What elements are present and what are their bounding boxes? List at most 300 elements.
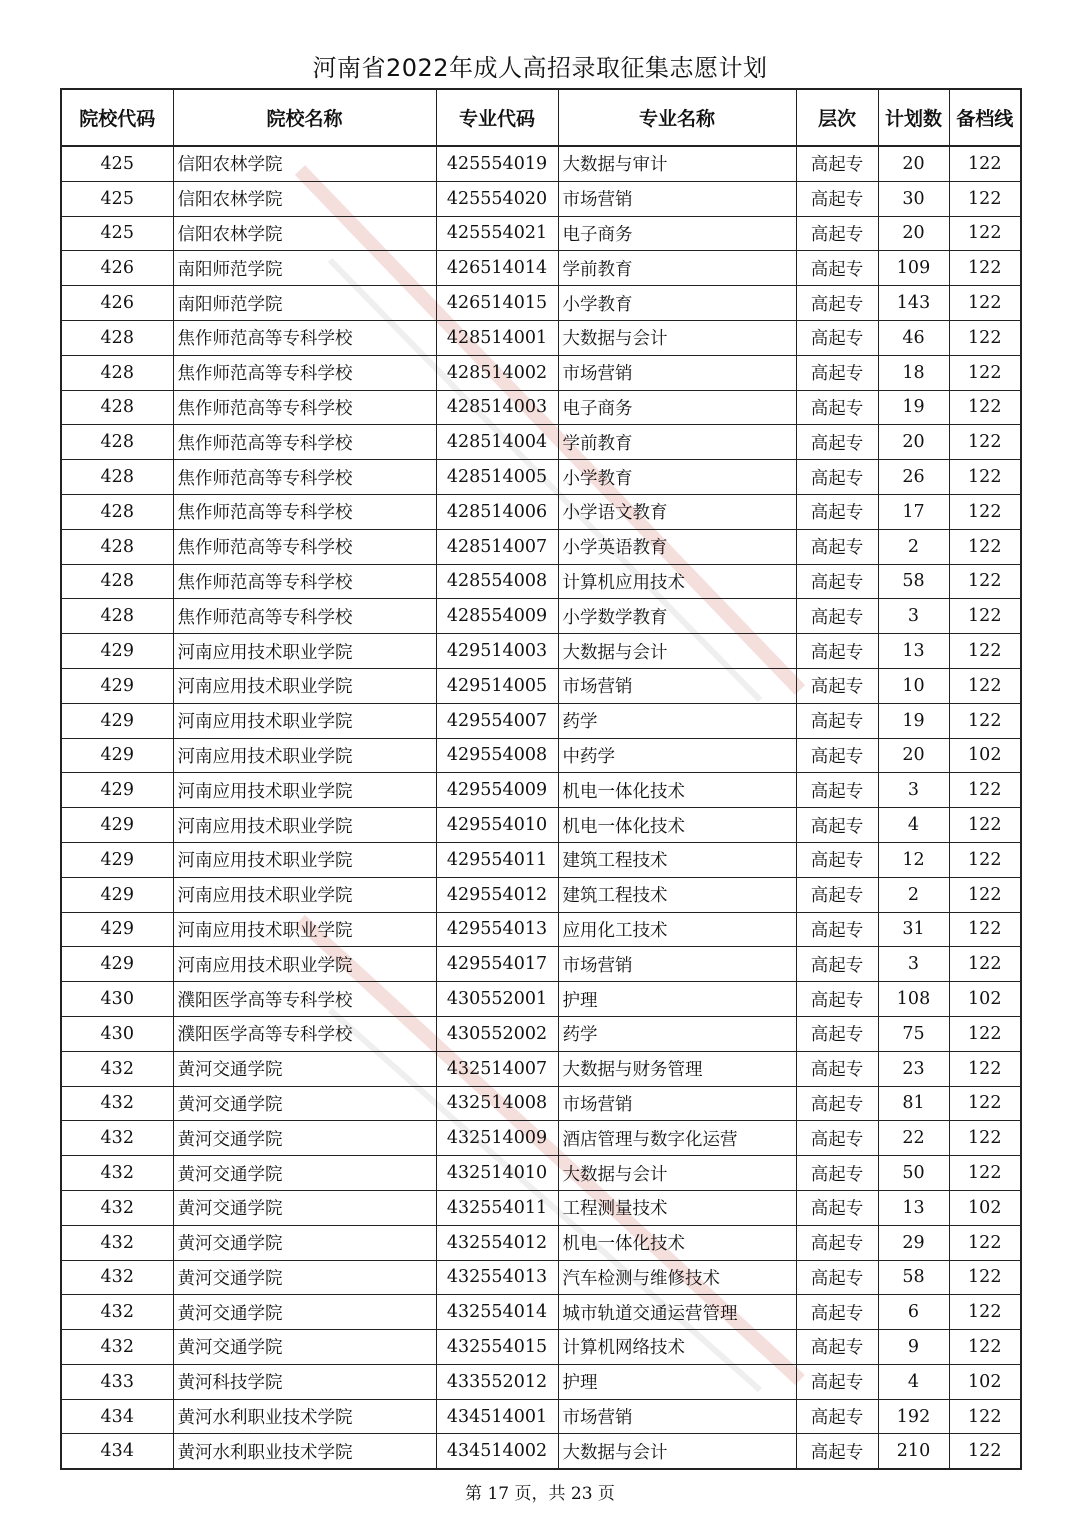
page-number: 第 17 页，共 23 页: [465, 1484, 615, 1504]
school-code-cell: 432: [61, 1225, 173, 1260]
major-name-cell: 药学: [558, 1016, 796, 1051]
level-cell: 高起专: [796, 1434, 878, 1469]
major-code-cell: 430552001: [436, 982, 558, 1017]
table-row: [61, 320, 1021, 355]
plan-count-cell: 4: [878, 1364, 949, 1399]
major-code-cell: 432554011: [436, 1190, 558, 1225]
plan-count-cell: 22: [878, 1121, 949, 1156]
table-row: [61, 1295, 1021, 1330]
plan-count-cell: 31: [878, 912, 949, 947]
major-code-cell: 432514010: [436, 1156, 558, 1191]
major-code-cell: 428554009: [436, 599, 558, 634]
major-code-cell: 432514008: [436, 1086, 558, 1121]
cutoff-score-cell: 122: [949, 390, 1021, 425]
cutoff-score-cell: 122: [949, 425, 1021, 460]
school-code-cell: 432: [61, 1051, 173, 1086]
plan-count-cell: 26: [878, 460, 949, 495]
level-cell: 高起专: [796, 1051, 878, 1086]
major-code-cell: 434514002: [436, 1434, 558, 1469]
plan-count-cell: 6: [878, 1295, 949, 1330]
school-code-cell: 428: [61, 460, 173, 495]
level-cell: 高起专: [796, 251, 878, 286]
table-body: [61, 146, 1021, 1469]
level-cell: 高起专: [796, 808, 878, 843]
plan-count-cell: 20: [878, 738, 949, 773]
table-row: [61, 564, 1021, 599]
level-cell: 高起专: [796, 494, 878, 529]
major-name-cell: 电子商务: [558, 390, 796, 425]
table-row: [61, 216, 1021, 251]
major-name-cell: 中药学: [558, 738, 796, 773]
cutoff-score-cell: 122: [949, 1330, 1021, 1365]
school-name-cell: 焦作师范高等专科学校: [173, 494, 436, 529]
plan-count-cell: 12: [878, 842, 949, 877]
major-code-cell: 429554012: [436, 877, 558, 912]
cutoff-score-cell: 122: [949, 1225, 1021, 1260]
table-row: [61, 808, 1021, 843]
table-row: [61, 1086, 1021, 1121]
level-cell: 高起专: [796, 1225, 878, 1260]
level-cell: 高起专: [796, 564, 878, 599]
school-code-cell: 429: [61, 842, 173, 877]
cutoff-score-cell: 122: [949, 181, 1021, 216]
cutoff-score-cell: 122: [949, 1434, 1021, 1469]
major-name-cell: 市场营销: [558, 947, 796, 982]
plan-count-cell: 3: [878, 947, 949, 982]
school-name-cell: 河南应用技术职业学院: [173, 738, 436, 773]
cutoff-score-cell: 102: [949, 1364, 1021, 1399]
cutoff-score-cell: 122: [949, 286, 1021, 321]
cutoff-score-cell: 122: [949, 1260, 1021, 1295]
table-row: [61, 181, 1021, 216]
major-name-cell: 小学语文教育: [558, 494, 796, 529]
level-cell: 高起专: [796, 425, 878, 460]
school-code-cell: 429: [61, 738, 173, 773]
major-name-cell: 机电一体化技术: [558, 773, 796, 808]
table-row: [61, 355, 1021, 390]
plan-count-cell: 4: [878, 808, 949, 843]
school-name-cell: 焦作师范高等专科学校: [173, 460, 436, 495]
major-name-cell: 市场营销: [558, 1399, 796, 1434]
school-code-cell: 425: [61, 181, 173, 216]
column-header-cutoff-score: 备档线: [949, 89, 1021, 146]
plan-count-cell: 108: [878, 982, 949, 1017]
school-name-cell: 焦作师范高等专科学校: [173, 564, 436, 599]
plan-count-cell: 109: [878, 251, 949, 286]
school-name-cell: 黄河交通学院: [173, 1225, 436, 1260]
major-code-cell: 429554017: [436, 947, 558, 982]
major-name-cell: 药学: [558, 703, 796, 738]
school-name-cell: 黄河水利职业技术学院: [173, 1399, 436, 1434]
school-name-cell: 河南应用技术职业学院: [173, 947, 436, 982]
school-name-cell: 黄河交通学院: [173, 1121, 436, 1156]
level-cell: 高起专: [796, 1121, 878, 1156]
school-name-cell: 河南应用技术职业学院: [173, 842, 436, 877]
school-code-cell: 432: [61, 1295, 173, 1330]
plan-count-cell: 13: [878, 634, 949, 669]
plan-count-cell: 30: [878, 181, 949, 216]
major-code-cell: 428514004: [436, 425, 558, 460]
cutoff-score-cell: 122: [949, 668, 1021, 703]
plan-count-cell: 143: [878, 286, 949, 321]
table-row: [61, 286, 1021, 321]
school-code-cell: 425: [61, 216, 173, 251]
cutoff-score-cell: 122: [949, 216, 1021, 251]
cutoff-score-cell: 122: [949, 703, 1021, 738]
cutoff-score-cell: 122: [949, 1051, 1021, 1086]
level-cell: 高起专: [796, 1016, 878, 1051]
cutoff-score-cell: 102: [949, 982, 1021, 1017]
table-row: [61, 1190, 1021, 1225]
plan-count-cell: 13: [878, 1190, 949, 1225]
school-name-cell: 黄河交通学院: [173, 1190, 436, 1225]
major-code-cell: 426514015: [436, 286, 558, 321]
level-cell: 高起专: [796, 1295, 878, 1330]
cutoff-score-cell: 122: [949, 460, 1021, 495]
major-name-cell: 大数据与会计: [558, 1434, 796, 1469]
plan-count-cell: 20: [878, 146, 949, 181]
cutoff-score-cell: 102: [949, 738, 1021, 773]
major-name-cell: 城市轨道交通运营管理: [558, 1295, 796, 1330]
major-name-cell: 市场营销: [558, 181, 796, 216]
major-name-cell: 汽车检测与维修技术: [558, 1260, 796, 1295]
level-cell: 高起专: [796, 355, 878, 390]
major-name-cell: 市场营销: [558, 355, 796, 390]
major-name-cell: 市场营销: [558, 668, 796, 703]
major-code-cell: 428514006: [436, 494, 558, 529]
major-code-cell: 429554007: [436, 703, 558, 738]
plan-count-cell: 18: [878, 355, 949, 390]
cutoff-score-cell: 122: [949, 773, 1021, 808]
major-code-cell: 430552002: [436, 1016, 558, 1051]
school-code-cell: 428: [61, 425, 173, 460]
school-code-cell: 432: [61, 1330, 173, 1365]
major-name-cell: 市场营销: [558, 1086, 796, 1121]
plan-count-cell: 29: [878, 1225, 949, 1260]
level-cell: 高起专: [796, 216, 878, 251]
level-cell: 高起专: [796, 181, 878, 216]
school-code-cell: 429: [61, 947, 173, 982]
major-code-cell: 428554008: [436, 564, 558, 599]
table-row: [61, 1051, 1021, 1086]
plan-count-cell: 19: [878, 390, 949, 425]
school-name-cell: 南阳师范学院: [173, 286, 436, 321]
school-code-cell: 426: [61, 251, 173, 286]
cutoff-score-cell: 122: [949, 877, 1021, 912]
cutoff-score-cell: 122: [949, 146, 1021, 181]
major-name-cell: 机电一体化技术: [558, 1225, 796, 1260]
table-row: [61, 1016, 1021, 1051]
major-code-cell: 432514009: [436, 1121, 558, 1156]
plan-count-cell: 58: [878, 564, 949, 599]
school-name-cell: 信阳农林学院: [173, 146, 436, 181]
major-code-cell: 432554015: [436, 1330, 558, 1365]
plan-count-cell: 58: [878, 1260, 949, 1295]
table-row: [61, 1225, 1021, 1260]
school-name-cell: 濮阳医学高等专科学校: [173, 1016, 436, 1051]
level-cell: 高起专: [796, 842, 878, 877]
plan-count-cell: 2: [878, 529, 949, 564]
school-name-cell: 黄河交通学院: [173, 1295, 436, 1330]
school-code-cell: 429: [61, 634, 173, 669]
table-row: [61, 738, 1021, 773]
table-row: [61, 251, 1021, 286]
major-code-cell: 432554014: [436, 1295, 558, 1330]
plan-count-cell: 46: [878, 320, 949, 355]
level-cell: 高起专: [796, 634, 878, 669]
plan-count-cell: 9: [878, 1330, 949, 1365]
school-code-cell: 430: [61, 1016, 173, 1051]
school-name-cell: 河南应用技术职业学院: [173, 912, 436, 947]
major-name-cell: 小学教育: [558, 286, 796, 321]
school-name-cell: 濮阳医学高等专科学校: [173, 982, 436, 1017]
school-name-cell: 焦作师范高等专科学校: [173, 320, 436, 355]
major-code-cell: 429554013: [436, 912, 558, 947]
school-name-cell: 河南应用技术职业学院: [173, 773, 436, 808]
cutoff-score-cell: 122: [949, 1086, 1021, 1121]
major-code-cell: 425554021: [436, 216, 558, 251]
school-code-cell: 429: [61, 912, 173, 947]
table-header-row: [61, 89, 1021, 146]
column-header-plan-count: 计划数: [878, 89, 949, 146]
table-row: [61, 703, 1021, 738]
major-name-cell: 大数据与会计: [558, 320, 796, 355]
cutoff-score-cell: 122: [949, 912, 1021, 947]
major-code-cell: 429554009: [436, 773, 558, 808]
major-code-cell: 425554019: [436, 146, 558, 181]
school-code-cell: 428: [61, 564, 173, 599]
major-code-cell: 429554011: [436, 842, 558, 877]
level-cell: 高起专: [796, 877, 878, 912]
plan-count-cell: 20: [878, 216, 949, 251]
cutoff-score-cell: 122: [949, 494, 1021, 529]
level-cell: 高起专: [796, 146, 878, 181]
major-code-cell: 432514007: [436, 1051, 558, 1086]
plan-count-cell: 20: [878, 425, 949, 460]
school-name-cell: 河南应用技术职业学院: [173, 668, 436, 703]
level-cell: 高起专: [796, 703, 878, 738]
table-row: [61, 529, 1021, 564]
major-name-cell: 小学数学教育: [558, 599, 796, 634]
plan-count-cell: 19: [878, 703, 949, 738]
major-name-cell: 建筑工程技术: [558, 877, 796, 912]
cutoff-score-cell: 122: [949, 1295, 1021, 1330]
table-row: [61, 1330, 1021, 1365]
major-code-cell: 428514005: [436, 460, 558, 495]
school-name-cell: 黄河水利职业技术学院: [173, 1434, 436, 1469]
school-code-cell: 428: [61, 355, 173, 390]
school-name-cell: 焦作师范高等专科学校: [173, 529, 436, 564]
table-row: [61, 1364, 1021, 1399]
plan-count-cell: 192: [878, 1399, 949, 1434]
major-name-cell: 学前教育: [558, 251, 796, 286]
level-cell: 高起专: [796, 1399, 878, 1434]
school-name-cell: 焦作师范高等专科学校: [173, 390, 436, 425]
major-name-cell: 小学教育: [558, 460, 796, 495]
level-cell: 高起专: [796, 1086, 878, 1121]
cutoff-score-cell: 122: [949, 808, 1021, 843]
table-row: [61, 146, 1021, 181]
major-code-cell: 429514003: [436, 634, 558, 669]
major-name-cell: 电子商务: [558, 216, 796, 251]
school-name-cell: 焦作师范高等专科学校: [173, 355, 436, 390]
level-cell: 高起专: [796, 286, 878, 321]
school-name-cell: 黄河交通学院: [173, 1086, 436, 1121]
school-code-cell: 428: [61, 529, 173, 564]
table-row: [61, 1434, 1021, 1469]
school-name-cell: 黄河科技学院: [173, 1364, 436, 1399]
level-cell: 高起专: [796, 982, 878, 1017]
school-code-cell: 434: [61, 1399, 173, 1434]
plan-count-cell: 3: [878, 599, 949, 634]
page-title: 河南省2022年成人高招录取征集志愿计划: [312, 54, 768, 82]
cutoff-score-cell: 122: [949, 251, 1021, 286]
level-cell: 高起专: [796, 529, 878, 564]
school-code-cell: 429: [61, 773, 173, 808]
school-code-cell: 432: [61, 1260, 173, 1295]
cutoff-score-cell: 122: [949, 947, 1021, 982]
school-name-cell: 河南应用技术职业学院: [173, 877, 436, 912]
school-code-cell: 430: [61, 982, 173, 1017]
table-row: [61, 947, 1021, 982]
major-code-cell: 429554010: [436, 808, 558, 843]
major-name-cell: 大数据与会计: [558, 1156, 796, 1191]
table-row: [61, 634, 1021, 669]
table-row: [61, 877, 1021, 912]
plan-count-cell: 3: [878, 773, 949, 808]
school-code-cell: 428: [61, 320, 173, 355]
major-code-cell: 432554012: [436, 1225, 558, 1260]
column-header-school-name: 院校名称: [173, 89, 436, 146]
school-code-cell: 425: [61, 146, 173, 181]
cutoff-score-cell: 122: [949, 1399, 1021, 1434]
column-header-major-code: 专业代码: [436, 89, 558, 146]
table-row: [61, 668, 1021, 703]
school-name-cell: 焦作师范高等专科学校: [173, 425, 436, 460]
major-name-cell: 机电一体化技术: [558, 808, 796, 843]
cutoff-score-cell: 122: [949, 529, 1021, 564]
school-code-cell: 432: [61, 1156, 173, 1191]
major-code-cell: 433552012: [436, 1364, 558, 1399]
school-name-cell: 南阳师范学院: [173, 251, 436, 286]
school-code-cell: 429: [61, 703, 173, 738]
major-code-cell: 428514007: [436, 529, 558, 564]
plan-count-cell: 50: [878, 1156, 949, 1191]
major-name-cell: 护理: [558, 1364, 796, 1399]
level-cell: 高起专: [796, 912, 878, 947]
table-row: [61, 982, 1021, 1017]
cutoff-score-cell: 122: [949, 599, 1021, 634]
level-cell: 高起专: [796, 320, 878, 355]
level-cell: 高起专: [796, 460, 878, 495]
school-name-cell: 黄河交通学院: [173, 1051, 436, 1086]
school-name-cell: 焦作师范高等专科学校: [173, 599, 436, 634]
table-row: [61, 1260, 1021, 1295]
major-name-cell: 计算机网络技术: [558, 1330, 796, 1365]
level-cell: 高起专: [796, 738, 878, 773]
table-row: [61, 773, 1021, 808]
table-row: [61, 1156, 1021, 1191]
major-code-cell: 434514001: [436, 1399, 558, 1434]
school-code-cell: 428: [61, 599, 173, 634]
level-cell: 高起专: [796, 390, 878, 425]
school-code-cell: 429: [61, 877, 173, 912]
major-code-cell: 425554020: [436, 181, 558, 216]
plan-count-cell: 2: [878, 877, 949, 912]
major-name-cell: 护理: [558, 982, 796, 1017]
major-name-cell: 小学英语教育: [558, 529, 796, 564]
table-row: [61, 460, 1021, 495]
level-cell: 高起专: [796, 947, 878, 982]
column-header-school-code: 院校代码: [61, 89, 173, 146]
school-code-cell: 434: [61, 1434, 173, 1469]
major-name-cell: 大数据与财务管理: [558, 1051, 796, 1086]
level-cell: 高起专: [796, 599, 878, 634]
school-name-cell: 信阳农林学院: [173, 181, 436, 216]
major-code-cell: 429554008: [436, 738, 558, 773]
major-code-cell: 429514005: [436, 668, 558, 703]
school-name-cell: 信阳农林学院: [173, 216, 436, 251]
plan-count-cell: 17: [878, 494, 949, 529]
plan-count-cell: 210: [878, 1434, 949, 1469]
major-name-cell: 学前教育: [558, 425, 796, 460]
table-row: [61, 599, 1021, 634]
cutoff-score-cell: 122: [949, 355, 1021, 390]
major-name-cell: 大数据与审计: [558, 146, 796, 181]
table-row: [61, 425, 1021, 460]
table-row: [61, 494, 1021, 529]
cutoff-score-cell: 122: [949, 1156, 1021, 1191]
plan-table: [60, 88, 1022, 1470]
school-code-cell: 426: [61, 286, 173, 321]
school-name-cell: 黄河交通学院: [173, 1260, 436, 1295]
table-row: [61, 1121, 1021, 1156]
major-name-cell: 工程测量技术: [558, 1190, 796, 1225]
major-name-cell: 酒店管理与数字化运营: [558, 1121, 796, 1156]
school-code-cell: 428: [61, 390, 173, 425]
school-name-cell: 河南应用技术职业学院: [173, 808, 436, 843]
table-row: [61, 842, 1021, 877]
cutoff-score-cell: 102: [949, 1190, 1021, 1225]
table-row: [61, 912, 1021, 947]
major-code-cell: 426514014: [436, 251, 558, 286]
school-code-cell: 429: [61, 808, 173, 843]
school-code-cell: 428: [61, 494, 173, 529]
table-row: [61, 390, 1021, 425]
school-code-cell: 429: [61, 668, 173, 703]
plan-count-cell: 10: [878, 668, 949, 703]
school-code-cell: 433: [61, 1364, 173, 1399]
major-code-cell: 428514001: [436, 320, 558, 355]
school-name-cell: 河南应用技术职业学院: [173, 634, 436, 669]
plan-count-cell: 81: [878, 1086, 949, 1121]
level-cell: 高起专: [796, 668, 878, 703]
school-name-cell: 黄河交通学院: [173, 1156, 436, 1191]
school-code-cell: 432: [61, 1086, 173, 1121]
school-name-cell: 黄河交通学院: [173, 1330, 436, 1365]
level-cell: 高起专: [796, 1156, 878, 1191]
school-code-cell: 432: [61, 1190, 173, 1225]
column-header-major-name: 专业名称: [558, 89, 796, 146]
cutoff-score-cell: 122: [949, 842, 1021, 877]
level-cell: 高起专: [796, 1190, 878, 1225]
cutoff-score-cell: 122: [949, 634, 1021, 669]
column-header-level: 层次: [796, 89, 878, 146]
major-name-cell: 计算机应用技术: [558, 564, 796, 599]
plan-count-cell: 75: [878, 1016, 949, 1051]
cutoff-score-cell: 122: [949, 1121, 1021, 1156]
level-cell: 高起专: [796, 1330, 878, 1365]
